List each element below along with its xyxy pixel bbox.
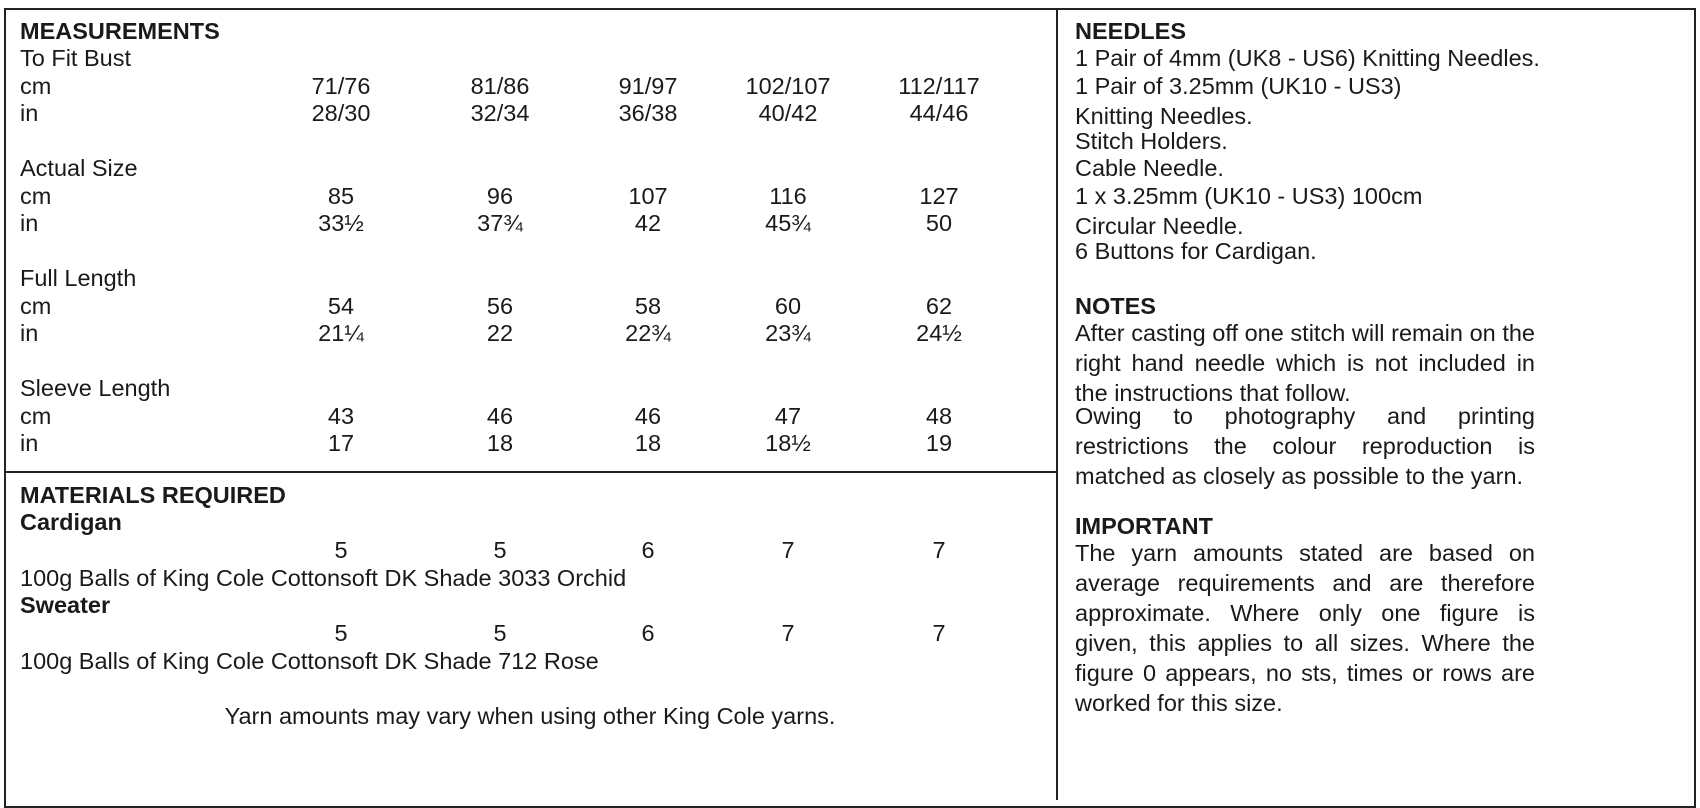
size-value: 22: [486, 320, 514, 346]
size-value: 44/46: [909, 100, 969, 126]
material-title-sweater: Sweater: [20, 592, 111, 618]
unit-label: cm: [20, 183, 52, 209]
ball-count: 5: [493, 537, 507, 563]
size-value: 46: [634, 403, 662, 429]
size-value: 21¼: [318, 320, 364, 346]
unit-label: in: [20, 430, 39, 456]
size-value: 96: [486, 183, 514, 209]
size-value: 32/34: [470, 100, 530, 126]
measurement-title-actual-size: Actual Size: [20, 155, 138, 181]
measurement-title-bust: To Fit Bust: [20, 45, 132, 71]
size-value: 81/86: [470, 73, 530, 99]
size-value: 22¾: [625, 320, 671, 346]
ball-count: 5: [493, 620, 507, 646]
needle-item: Stitch Holders.: [1075, 128, 1228, 154]
material-title-cardigan: Cardigan: [20, 509, 122, 535]
size-value: 85: [327, 183, 355, 209]
size-value: 102/107: [745, 73, 831, 99]
size-value: 23¾: [765, 320, 811, 346]
size-value: 56: [486, 293, 514, 319]
unit-label: cm: [20, 403, 52, 429]
ball-count: 5: [334, 537, 348, 563]
size-value: 54: [327, 293, 355, 319]
ball-count: 5: [334, 620, 348, 646]
size-value: 19: [925, 430, 953, 456]
size-value: 116: [769, 183, 807, 209]
unit-label: cm: [20, 293, 52, 319]
size-value: 47: [774, 403, 802, 429]
size-value: 50: [925, 210, 953, 236]
needle-item: 6 Buttons for Cardigan.: [1075, 238, 1317, 264]
column-divider: [1056, 8, 1058, 800]
unit-label: cm: [20, 73, 52, 99]
yarn-amount-note: Yarn amounts may vary when using other King Cole yarns.: [224, 703, 836, 729]
size-value: 112/117: [898, 73, 980, 99]
size-value: 91/97: [618, 73, 678, 99]
yarn-description-sweater: 100g Balls of King Cole Cottonsoft DK Shade 712 Rose: [20, 648, 599, 674]
unit-label: in: [20, 320, 39, 346]
important-text: The yarn amounts stated are based on average requirements and are therefore approximate. Where only one figure is given, this applies to all sizes. Where the figure 0 appears, no sts, times or rows are worked for this size.: [1075, 540, 1535, 716]
size-value: 37¾: [477, 210, 523, 236]
size-value: 17: [327, 430, 355, 456]
size-value: 58: [634, 293, 662, 319]
ball-count: 7: [781, 537, 795, 563]
size-value: 71/76: [311, 73, 371, 99]
size-value: 18½: [765, 430, 811, 456]
ball-count: 6: [641, 620, 655, 646]
size-value: 43: [327, 403, 355, 429]
size-value: 45¾: [765, 210, 811, 236]
ball-count: 7: [932, 620, 946, 646]
size-value: 46: [486, 403, 514, 429]
size-value: 60: [774, 293, 802, 319]
size-value: 24½: [916, 320, 962, 346]
needle-item: 1 x 3.25mm (UK10 - US3) 100cm Circular Needle.: [1075, 183, 1423, 239]
needle-item: 1 Pair of 4mm (UK8 - US6) Knitting Needles.: [1075, 45, 1540, 71]
unit-label: in: [20, 100, 39, 126]
measurement-title-full-length: Full Length: [20, 265, 137, 291]
ball-count: 6: [641, 537, 655, 563]
size-value: 28/30: [311, 100, 371, 126]
measurement-title-sleeve-length: Sleeve Length: [20, 375, 171, 401]
notes-heading: NOTES: [1075, 293, 1156, 319]
section-divider: [4, 471, 1057, 473]
size-value: 48: [925, 403, 953, 429]
size-value: 36/38: [618, 100, 678, 126]
note-paragraph: After casting off one stitch will remain on the right hand needle which is not included in the instructions that follow.: [1075, 320, 1535, 406]
size-value: 18: [634, 430, 662, 456]
important-heading: IMPORTANT: [1075, 513, 1213, 539]
needle-item: Cable Needle.: [1075, 155, 1224, 181]
size-value: 127: [919, 183, 959, 209]
ball-count: 7: [781, 620, 795, 646]
note-paragraph: Owing to photography and printing restrictions the colour reproduction is matched as closely as possible to the yarn.: [1075, 403, 1535, 489]
yarn-description-cardigan: 100g Balls of King Cole Cottonsoft DK Shade 3033 Orchid: [20, 565, 627, 591]
needles-heading: NEEDLES: [1075, 18, 1186, 44]
needle-item: 1 Pair of 3.25mm (UK10 - US3) Knitting Needles.: [1075, 73, 1402, 129]
ball-count: 7: [932, 537, 946, 563]
unit-label: in: [20, 210, 39, 236]
size-value: 18: [486, 430, 514, 456]
materials-heading: MATERIALS REQUIRED: [20, 482, 286, 508]
size-value: 33½: [318, 210, 364, 236]
size-value: 62: [925, 293, 953, 319]
size-value: 107: [628, 183, 668, 209]
size-value: 42: [634, 210, 662, 236]
measurements-heading: MEASUREMENTS: [20, 18, 220, 44]
size-value: 40/42: [758, 100, 818, 126]
